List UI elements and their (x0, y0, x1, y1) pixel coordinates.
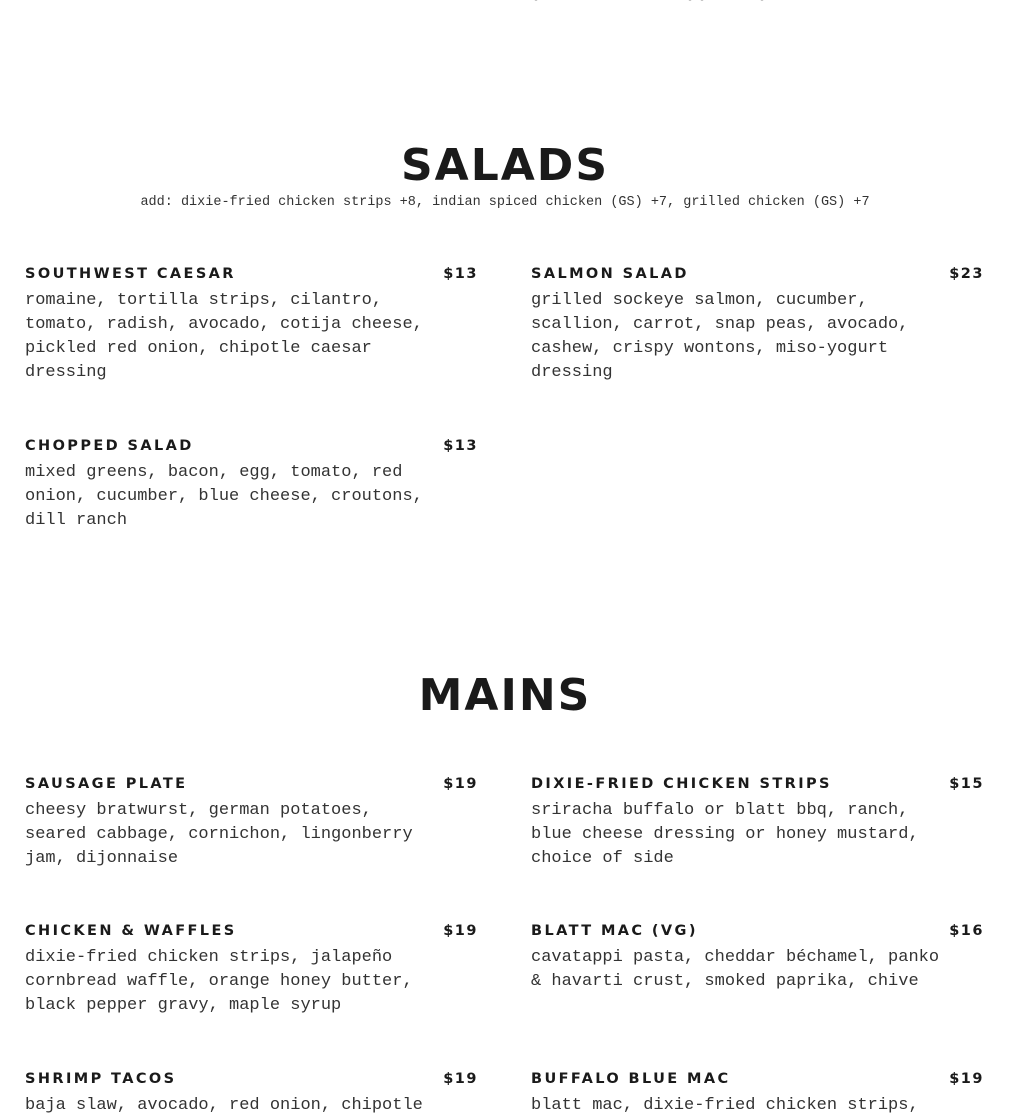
item-name: CHICKEN & WAFFLES (25, 923, 237, 939)
menu-item (25, 264, 478, 385)
item-description: mixed greens, bacon, egg, tomato, red onion, cucumber, blue cheese, croutons, dill ranch (25, 463, 423, 530)
item-price: $23 (949, 266, 984, 282)
menu-item (531, 264, 984, 385)
item-price: $19 (443, 1071, 478, 1087)
item-name: SALMON SALAD (531, 266, 689, 282)
item-name: BUFFALO BLUE MAC (531, 1071, 731, 1087)
item-description: blatt mac, dixie-fried chicken strips, (531, 1096, 919, 1115)
item-name: BLATT MAC (VG) (531, 923, 698, 939)
item-name: CHOPPED SALAD (25, 438, 194, 454)
item-description: dixie-fried chicken strips, jalapeño cornbread waffle, orange honey butter, black pepper gravy, maple syrup (25, 948, 413, 1015)
menu-item (25, 1069, 478, 1117)
item-price: $19 (443, 923, 478, 939)
salads-heading: SALADS (400, 140, 610, 191)
item-description: sriracha buffalo or blatt bbq, ranch, blue cheese dressing or honey mustard, choice of side (531, 801, 919, 868)
item-description: cavatappi pasta, cheddar béchamel, panko & havarti crust, smoked paprika, chive (531, 948, 940, 991)
item-price: $19 (949, 1071, 984, 1087)
item-price: $16 (949, 923, 984, 939)
cropped-glyphs-decoration (520, 0, 780, 4)
item-price: $13 (443, 266, 478, 282)
cropped-text-fragment (520, 0, 780, 4)
item-description: romaine, tortilla strips, cilantro, tomato, radish, avocado, cotija cheese, pickled red onion, chipotle caesar dressing (25, 291, 423, 382)
menu-item (531, 774, 984, 871)
item-name: DIXIE-FRIED CHICKEN STRIPS (531, 776, 832, 792)
menu-item (531, 1069, 984, 1117)
menu-item (25, 436, 478, 533)
menu-item (25, 921, 478, 1018)
item-description: baja slaw, avocado, red onion, chipotle (25, 1096, 423, 1115)
mains-heading: MAINS (418, 670, 592, 721)
item-description: grilled sockeye salmon, cucumber, scallion, carrot, snap peas, avocado, cashew, crispy wontons, miso-yogurt dressing (531, 291, 909, 382)
item-name: SAUSAGE PLATE (25, 776, 188, 792)
item-name: SOUTHWEST CAESAR (25, 266, 236, 282)
menu-item (531, 921, 984, 994)
salads-add-on-note: add: dixie-fried chicken strips +8, indian spiced chicken (GS) +7, grilled chicken (GS) +7 (140, 195, 870, 210)
menu-item (25, 774, 478, 871)
item-price: $19 (443, 776, 478, 792)
item-price: $13 (443, 438, 478, 454)
item-name: SHRIMP TACOS (25, 1071, 177, 1087)
item-description: cheesy bratwurst, german potatoes, seared cabbage, cornichon, lingonberry jam, dijonnaise (25, 801, 413, 868)
item-price: $15 (949, 776, 984, 792)
